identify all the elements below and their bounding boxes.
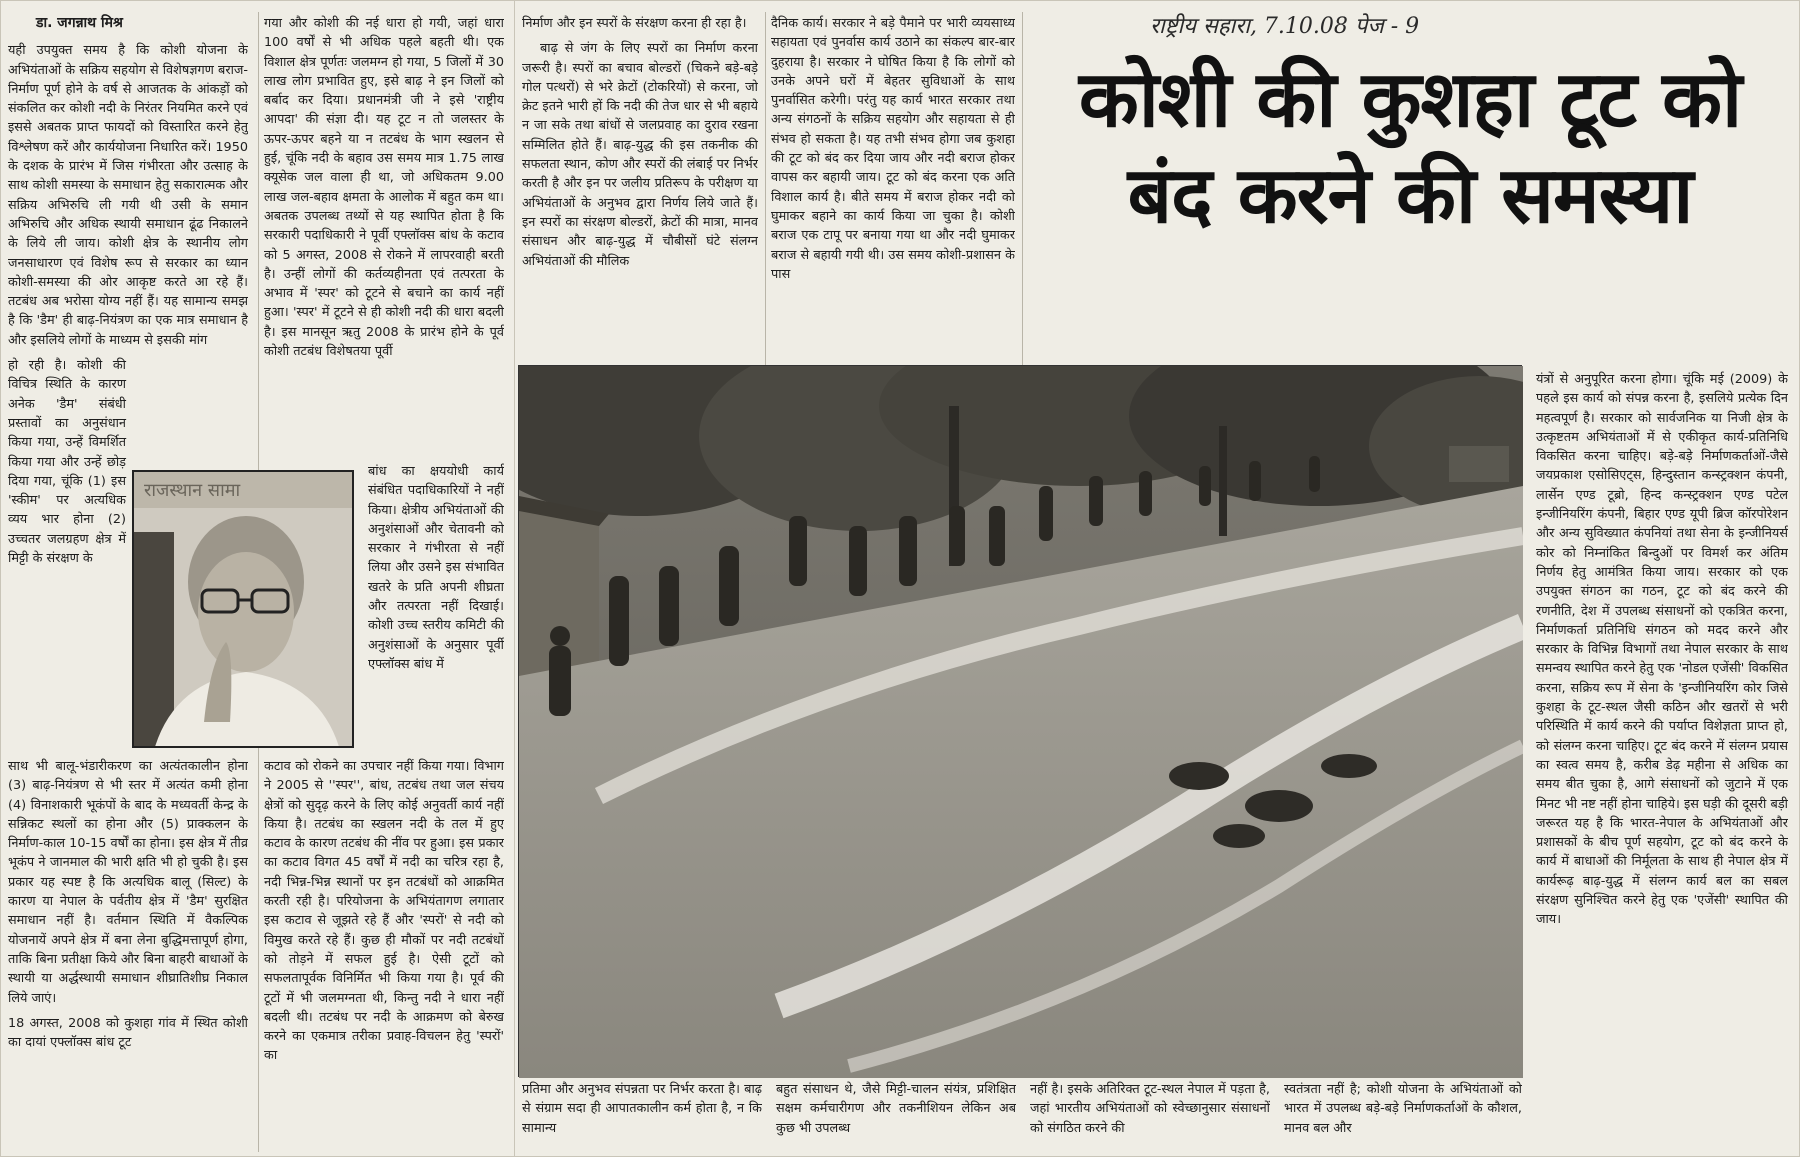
- paragraph: गया और कोशी की नई धारा हो गयी, जहां धारा 100 वर्षों से भी अधिक पहले बहती थी। एक विशाल क्षेत्र पूर्णतः जलमग्न हो गया, 5 जिलों में 30 लाख लोग प्रभावित हुए, इसे बाढ़ ने इन जिलों को बर्बाद कर दिया। प्रधानमंत्री जी ने इसे 'राष्ट्रीय आपदा' की संज्ञा दी। यह टूट न तो जलस्तर के ऊपर-ऊपर बहने या न तटबंध के भाग स्खलन से हुई, चूंकि नदी के बहाव उस समय मात्र 1.75 लाख क्यूसेक जल वाला ही था, जो अधिकतम 9.00 लाख जल-बहाव क्षमता के आलोक में बहुत कम था। अबतक उपलब्ध तथ्यों से यह स्थापित होता है कि सरकारी पदाधिकारी ने पूर्वी एफ्लॉक्स बांध के कटाव को 5 अगस्त, 2008 से रोकने में लापरवाही बरती है। उन्हीं लोगों की कर्तव्यहीनता एवं तत्परता के अभाव में 'स्पर' को टूटने से बचाने का कार्य नहीं हुआ। 'स्पर' में टूटने से ही कोशी नदी की धारा बदली है। इस मानसून ऋतु 2008 के प्रारंभ होने के पूर्व कोशी तटबंध विशेषतया पूर्वी: [264, 16, 504, 360]
- article-column-2: [264, 14, 504, 464]
- paragraph: स्वतंत्रता नहीं है; कोशी योजना के अभियंताओं को भारत में उपलब्ध बड़े-बड़े निर्माणकर्ताओं के कौशल, मानव बल और: [1284, 1082, 1522, 1136]
- paragraph: निर्माण और इन स्परों के संरक्षण करना ही रहा है।: [522, 16, 747, 31]
- dateline-note: राष्ट्रीय सहारा, 7.10.08 पेज - 9: [1150, 14, 1420, 39]
- paragraph: यही उपयुक्त समय है कि कोशी योजना के अभियंताओं के सक्रिय सहयोग से विशेषज्ञगण बराज-निर्माण पूर्ण होने के वर्ष से आजतक के आंकड़ों को संकलित कर कोशी नदी के निरंतर नियमित करने एवं इससे अबतक प्राप्त फायदों को विस्तारित करने हेतु विश्लेषण करें और कार्ययोजना निधारित करें। 1950 के दशक के प्रारंभ में जिस गंभीरता और उत्साह के साथ कोशी समस्या के समाधान हेतु सकारात्मक और सक्रिय अभिरुचि ली गयी थी उसी के समान अभिरुचि और अधिक स्थायी समाधान ढूंढ निकालने के लिये ली जाय। कोशी क्षेत्र के स्थानीय लोग जनसाधारण एवं विशेष रूप से सरकार का ध्यान कोशी-समस्या की ओर आकृष्ट करते आ रहे हैं। तटबंध अब भरोसा योग्य नहीं हैं। यह सामान्य समझ है कि 'डैम' ही बाढ़-नियंत्रण का एक मात्र समाधान है और इसलिये लोगों के माध्यम से इसकी मांग: [8, 43, 248, 348]
- paragraph: 18 अगस्त, 2008 को कुशहा गांव में स्थित कोशी का दायां एफ्लॉक्स बांध टूट: [8, 1015, 248, 1051]
- paragraph: प्रतिमा और अनुभव संपन्नता पर निर्भर करता है। बाढ़ से संग्राम सदा ही आपातकालीन कर्म होता है, न कि सामान्य: [522, 1082, 762, 1136]
- article-column-5: [522, 1080, 762, 1152]
- flood-scene-illustration: [519, 366, 1523, 1078]
- column-divider: [765, 12, 766, 367]
- article-column-2-lower: [264, 757, 504, 1149]
- portrait-illustration: [134, 472, 354, 748]
- article-column-4: [771, 14, 1015, 366]
- article-column-7: [1030, 1080, 1270, 1152]
- byline: डा. जगन्नाथ मिश्र: [36, 15, 123, 31]
- article-column-2-middle: [368, 462, 504, 752]
- paragraph: यंत्रों से अनुपूरित करना होगा। चूंकि मई (2009) के पहले इस कार्य को संपन्न करना है, इसलिये प्रत्येक दिन महत्वपूर्ण है। सरकार को सार्वजनिक या निजी क्षेत्र के उत्कृष्टतम अभियंताओं में से एकीकृत कार्य-प्रतिनिधि विकसित करना चाहिए। बड़े-बड़े निर्माणकर्ताओं-जैसे जयप्रकाश एसोसिएट्स, हिन्दुस्तान कन्स्ट्रक्शन कंपनी, लार्सेन एण्ड टूब्रो, हिन्द कन्स्ट्रक्शन एण्ड पटेल इन्जीनियरिंग कंपनी, बिहार एण्ड यूपी ब्रिज कॉरपोरेशन और अन्य सुविख्यात कंपनियां तथा सेना के इन्जीनियर्स कोर को निम्नांकित बिन्दुओं पर विमर्श कर अंतिम निर्णय हेतु आमंत्रित किया जाय। सरकार को एक उपयुक्त संगठन का गठन, टूट को बंद करने की रणनीति, देश में उपलब्ध संसाधनों को एकत्रित करना, निर्माणकर्ता प्रतिनिधि संगठन को मदद करने और सरकार के विभिन्न विभागों तथा नेपाल सरकार के साथ समन्वय स्थापित करने हेतु एक 'नोडल एजेंसी' विकसित करना, सक्रिय रूप में सेना के 'इन्जीनियरिंग कोर जिसे कुशहा के टूट-स्थल जैसी कठिन और खतरों से भरी परिस्थिति में कार्य करने की पर्याप्त विशेज्ञता प्राप्त हो, को संलग्न करना चाहिए। टूट बंद करने में संलग्न प्रयास का स्वत्व समय है, करीब डेढ़ महीना से अधिक का समय बीत चुका है, आगे संसाधनों को जुटाने में एक मिनट भी नष्ट नहीं होना चाहिये। इस घड़ी की दूसरी बड़ी जरूरत यह है कि भारत-नेपाल के अभियंताओं और प्रशासकों के बीच पूर्ण सहयोग, टूट को बंद करने के कार्य में बाधाओं की निर्मूलता के साथ ही नेपाल क्षेत्र में कार्यरूढ़ बाढ़-युद्ध में संलग्न कार्य बल का सबल संरक्षण सुनिश्चित करने हेतु एक 'एजेंसी' स्थापित की जाय।: [1536, 372, 1788, 928]
- article-column-1-lower: [8, 757, 248, 1149]
- paragraph: हो रही है। कोशी की विचित्र स्थिति के कारण अनेक 'डैम' संबंधी प्रस्तावों का अनुसंधान किया गया, उन्हें विमर्शित किया गया और उन्हें छोड़ दिया गया, चूंकि (1) इस 'स्कीम' पर अत्यधिक व्यय भार होना (2) उच्चतर जलग्रहण क्षेत्र में मिट्टी के संरक्षण के: [8, 358, 126, 567]
- headline-line-2: बंद करने की समस्या: [1127, 151, 1693, 241]
- author-portrait-image: [132, 470, 354, 748]
- paragraph: बहुत संसाधन थे, जैसे मिट्टी-चालन संयंत्र, प्रशिक्षित सक्षम कर्मचारीगण और तकनीशियन लेकिन अब कुछ भी उपलब्ध: [776, 1082, 1016, 1136]
- paragraph: साथ भी बालू-भंडारीकरण का अत्यंतकालीन होना (3) बाढ़-नियंत्रण से भी स्तर में अत्यंत कमी होना (4) विनाशकारी भूकंपों के बाद के मध्यवर्ती केन्द्र के सन्निकट स्थलों का होना और (5) प्राक्कलन के निर्माण-काल 10-15 वर्षों का होना। इस क्षेत्र में तीव्र भूकंप ने जानमाल की भारी क्षति भी हो चुकी है। इस प्रकार यह स्पष्ट है कि अत्यधिक बालू (सिल्ट) के कारण या नेपाल के पर्वतीय क्षेत्र में 'डैम' सुरक्षित समाधान नहीं है। वर्तमान स्थिति में वैकल्पिक योजनायें अपने क्षेत्र में बना लेना बुद्धिमत्तापूर्ण होगा, ताकि बिना प्रतीक्षा किये और बिना बाहरी बाधाओं के स्थायी या अर्द्धस्थायी समाधान शीघ्रातिशीघ्र निकाल लिये जाएं।: [8, 759, 248, 1006]
- headline-line-1: कोशी की कुशहा टूट को: [1078, 55, 1742, 145]
- article-column-3: [522, 14, 758, 366]
- article-column-9: [1536, 370, 1788, 1150]
- headline: [1030, 52, 1790, 244]
- column-divider: [1022, 12, 1023, 367]
- paragraph: बाढ़ से जंग के लिए स्परों का निर्माण करना जरूरी है। स्परों का बचाव बोल्डरों (चिकने बड़े-बड़े गोल पत्थरों) से भरे क्रेटों (टोकरियों) से करना, जो क्रेट इतने भारी हों कि नदी की तेज धार से भी बहाये न जा सके तथा बांधों से जलप्रवाह का दुराव रखना सम्मिलित होते हैं। बाढ़-युद्ध की इस तकनीक की सफलता स्थान, कोण और स्परों की लंबाई पर निर्भर करती है और इन पर जलीय प्रतिरूप के परीक्षण या अभियंताओं के अनुभव द्वारा निर्णय लिये जाते हैं। इन स्परों का संरक्षण बोल्डरों, क्रेटों की मात्रा, मानव संसाधन और बाढ़-युद्ध में चौबीसों घंटे संलग्न अभियंताओं की मौलिक: [522, 41, 758, 269]
- article-column-8: [1284, 1080, 1522, 1152]
- paragraph: कटाव को रोकने का उपचार नहीं किया गया। विभाग ने 2005 से ''स्पर'', बांध, तटबंध तथा जल संचय क्षेत्रों को सुदृढ़ करने के लिए कोई अनुवर्ती कार्य नहीं किया है। तटबंध का स्खलन नदी के तल में हुए कटाव के कारण तटबंध की नींव पर हुआ। इस प्रकार का कटाव विगत 45 वर्षों में नदी का चरित्र रहा है, नदी भिन्न-भिन्न स्थानों पर इन तटबंधों को आक्रमित करती रही है। परियोजना के अभियंतागण लगातार इस कटाव से जूझते रहे हैं और 'स्परों' से नदी को विमुख करते रहे हैं। कुछ ही मौकों पर नदी तटबंधों को तोड़ने में सफल हुई है। ऐसी टूटों को सफलतापूर्वक विनिर्मित भी किया गया है। पूर्व की टूटों में भी जलमग्नता थी, किन्तु नदी ने धारा नहीं बदली थी। तटबंध पर नदी के आक्रमण को बेरुख करने का एकमात्र तरीका प्रवाह-विचलन हेतु 'स्परों' का: [264, 759, 504, 1064]
- paragraph: नहीं है। इसके अतिरिक्त टूट-स्थल नेपाल में पड़ता है, जहां भारतीय अभियंताओं को स्वेच्छानुसार संसाधनों को संगठित करने की: [1030, 1082, 1270, 1136]
- sign-text: राजस्थान सामा: [144, 480, 241, 501]
- article-column-6: [776, 1080, 1016, 1152]
- flood-photograph: [518, 365, 1522, 1077]
- paragraph: दैनिक कार्य। सरकार ने बड़े पैमाने पर भारी व्ययसाध्य सहायता एवं पुनर्वास कार्य उठाने का संकल्प बार-बार दुहराया है। सरकार ने घोषित किया है कि लोगों को उनके अपने घरों में बेहतर सुविधाओं के साथ पुनर्वासित करेगी। परंतु यह कार्य भारत सरकार तथा अन्य संगठनों के सक्रिय सहयोग और सहायता से ही संभव हो सकता है। यह तभी संभव होगा जब कुशहा की टूट को बंद कर दिया जाय और नदी बराज होकर वापस कर बहायी जाय। टूट को बंद करना एक अति विशाल कार्य है। बीते समय में बराज होकर नदी को घुमाकर बहाने का कार्य किया जा चुका है। कोशी बराज एक टापू पर बनाया गया था और नदी घुमाकर बराज से बहायी गयी थी। उस समय कोशी-प्रशासन के पास: [771, 16, 1015, 282]
- paragraph: बांध का क्षययोधी कार्य संबंधित पदाधिकारियों ने नहीं किया। क्षेत्रीय अभियंताओं की अनुशंसाओं और चेतावनी को सरकार ने गंभीरता से नहीं लिया और उसने इस संभावित खतरे के प्रति अपनी शीघ्रता और तत्परता नहीं दिखाई। कोशी उच्च स्तरीय कमिटी की अनुशंसाओं के अनुसार पूर्वी एफ्लॉक्स बांध में: [368, 464, 504, 672]
